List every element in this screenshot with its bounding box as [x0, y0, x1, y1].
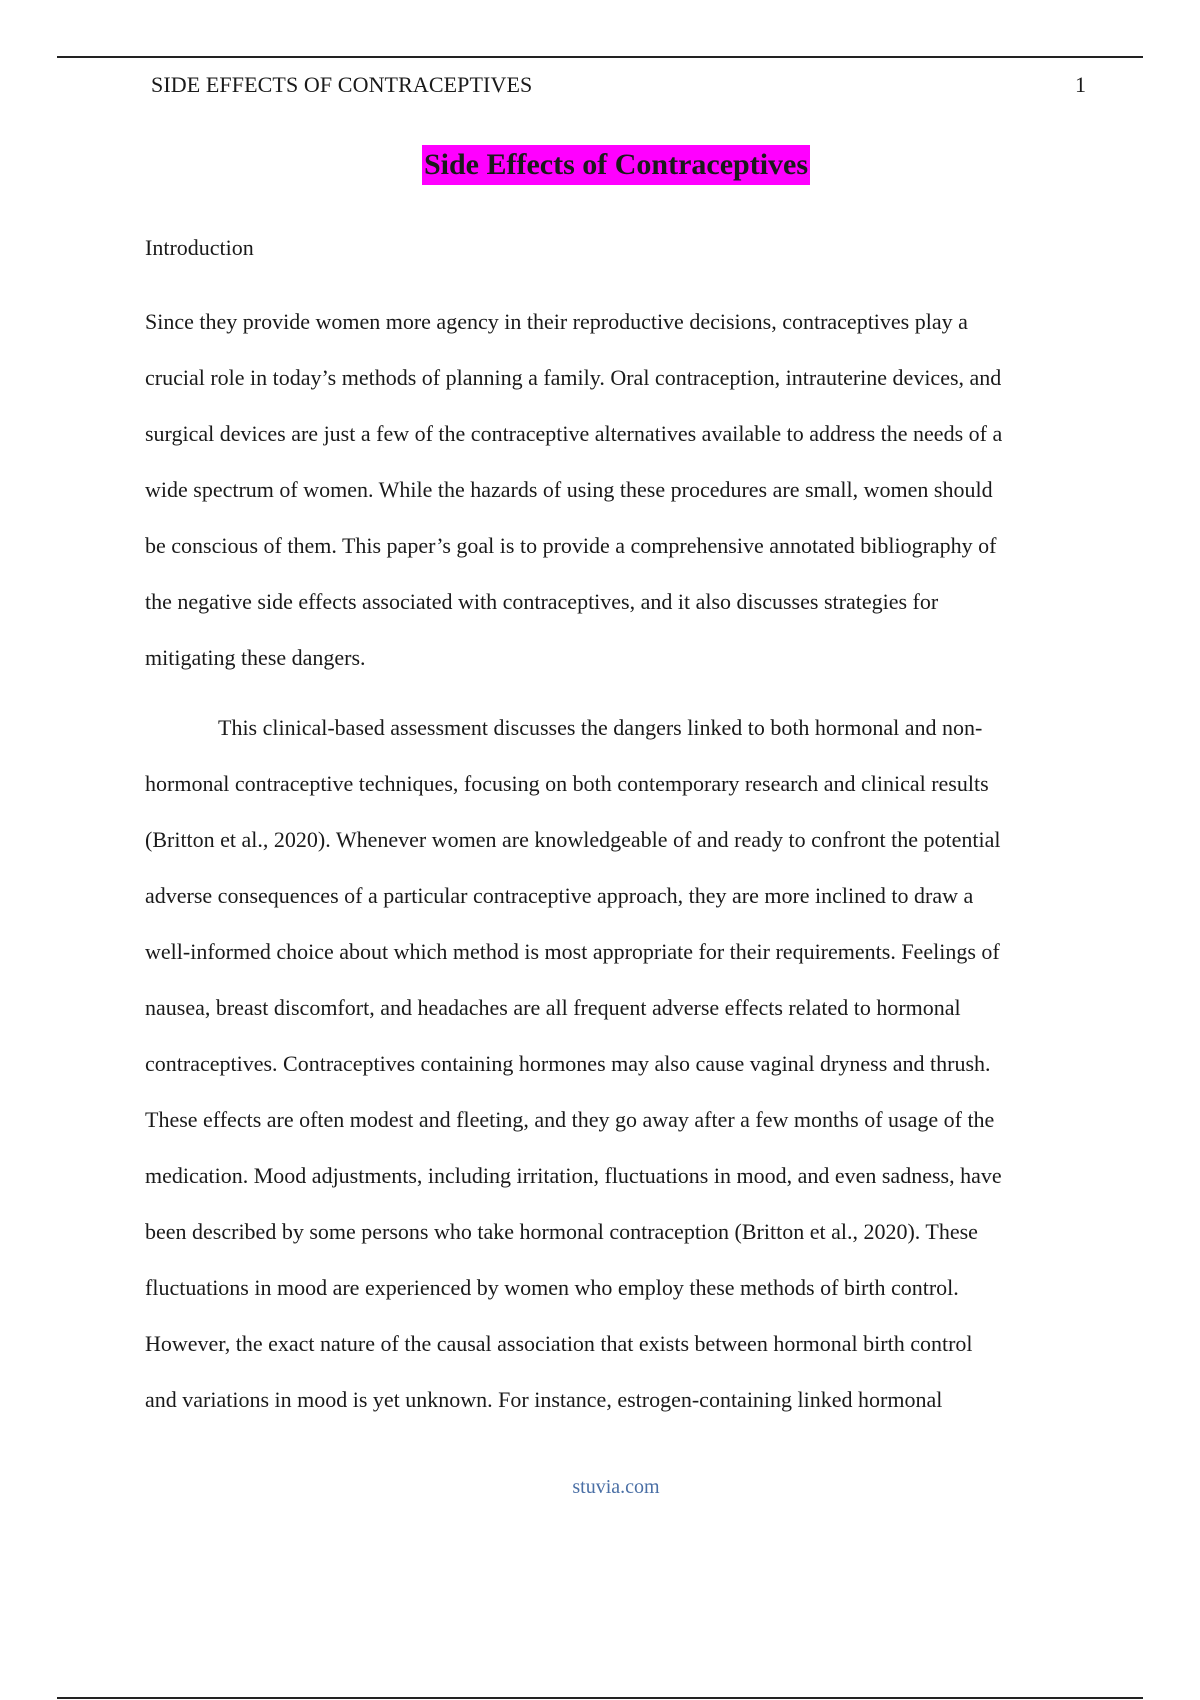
paragraph-line: Since they provide women more agency in their reproductive decisions, contraceptives play a [145, 309, 968, 334]
footer-rule [57, 1697, 1143, 1699]
paragraph-line: However, the exact nature of the causal association that exists between hormonal birth control [145, 1331, 973, 1356]
paragraph-line: well-informed choice about which method is most appropriate for their requirements. Feelings of [145, 939, 1000, 964]
watermark-link[interactable]: stuvia.com [572, 1476, 660, 1498]
paragraph-line: This clinical-based assessment discusses the dangers linked to both hormonal and non- [218, 715, 983, 740]
title-container [0, 145, 1200, 185]
paragraph-line: surgical devices are just a few of the contraceptive alternatives available to address the needs of a [145, 421, 1003, 446]
page-number: 1 [1075, 72, 1086, 97]
paragraph-line: been described by some persons who take hormonal contraception (Britton et al., 2020). These [145, 1219, 978, 1244]
paragraph-line: and variations in mood is yet unknown. For instance, estrogen-containing linked hormonal [145, 1387, 943, 1412]
paragraph-line: the negative side effects associated with contraceptives, and it also discusses strategies for [145, 589, 939, 614]
paragraph-line: medication. Mood adjustments, including irritation, fluctuations in mood, and even sadness, have [145, 1163, 1002, 1188]
document-title: Side Effects of Contraceptives [422, 145, 810, 185]
paragraph-line: fluctuations in mood are experienced by women who employ these methods of birth control. [145, 1275, 959, 1300]
paragraph-line: nausea, breast discomfort, and headaches are all frequent adverse effects related to hormonal [145, 995, 961, 1020]
paragraph-introduction [145, 294, 1090, 686]
paragraph-line: (Britton et al., 2020). Whenever women are knowledgeable of and ready to confront the potential [145, 827, 1001, 852]
section-heading: Introduction [145, 235, 254, 260]
paragraph-line: These effects are often modest and fleeting, and they go away after a few months of usage of the [145, 1107, 995, 1132]
paragraph-line: be conscious of them. This paper’s goal is to provide a comprehensive annotated bibliography of [145, 533, 997, 558]
paragraph-line: mitigating these dangers. [145, 645, 366, 670]
paragraph-line: wide spectrum of women. While the hazards of using these procedures are small, women should [145, 477, 993, 502]
header-rule [57, 56, 1143, 58]
paragraph-line: crucial role in today’s methods of planning a family. Oral contraception, intrauterine devices, and [145, 365, 1002, 390]
running-head: SIDE EFFECTS OF CONTRACEPTIVES [151, 72, 533, 97]
paragraph-line: adverse consequences of a particular contraceptive approach, they are more inclined to draw a [145, 883, 974, 908]
paragraph-line: hormonal contraceptive techniques, focusing on both contemporary research and clinical results [145, 771, 989, 796]
paragraph-line: contraceptives. Contraceptives containing hormones may also cause vaginal dryness and thrush. [145, 1051, 991, 1076]
paragraph-assessment [145, 700, 1090, 1428]
